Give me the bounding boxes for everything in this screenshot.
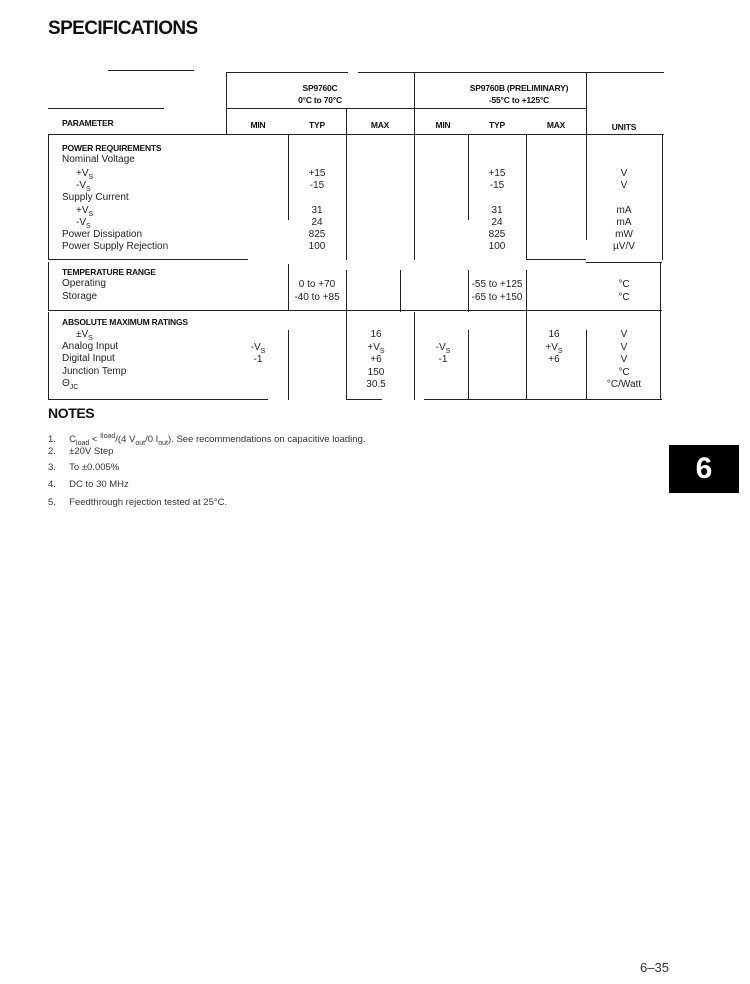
row-label: Digital Input xyxy=(62,353,115,364)
cell-units: mA xyxy=(616,205,632,216)
row-label: Supply Current xyxy=(62,192,129,203)
header-b-max: MAX xyxy=(546,120,566,130)
row-label: Nominal Voltage xyxy=(62,154,135,165)
section-title-temperature: TEMPERATURE RANGE xyxy=(62,267,156,277)
cell-b-max: 16 xyxy=(548,329,560,340)
page-number: 6–35 xyxy=(640,960,669,975)
row-label: $+V_S$ xyxy=(76,205,94,218)
note-item: 5. Feedthrough rejection tested at 25°C. xyxy=(48,497,228,508)
cell-units: °C xyxy=(618,367,630,378)
cell-c-min: -1 xyxy=(253,354,263,365)
cell-c-max: 30.5 xyxy=(366,379,386,390)
cell-b-max: $+V_S$ xyxy=(545,342,563,355)
cell-c-typ: -15 xyxy=(309,180,325,191)
header-b-typ: TYP xyxy=(489,120,505,130)
cell-units: V xyxy=(620,180,628,191)
cell-c-typ: 100 xyxy=(308,241,326,252)
cell-b-min: $-V_S$ xyxy=(435,342,451,355)
cell-units: V xyxy=(620,354,628,365)
group-sp9760b-range: -55°C to +125°C xyxy=(488,95,550,105)
row-label: Analog Input xyxy=(62,341,119,352)
cell-c-typ: 825 xyxy=(308,229,326,240)
note-item: 2. ±20V Step xyxy=(48,446,114,457)
cell-b-typ: -65 to +150 xyxy=(471,292,523,303)
cell-units: µV/V xyxy=(613,241,635,252)
header-c-typ: TYP xyxy=(309,120,325,130)
cell-c-min: $-V_S$ xyxy=(250,342,266,355)
group-sp9760c-range: 0°C to 70°C xyxy=(298,95,342,105)
row-label: $-V_S$ xyxy=(76,180,91,193)
row-label: Power Dissipation xyxy=(62,229,143,240)
cell-units: °C xyxy=(618,279,630,290)
cell-c-max: 150 xyxy=(367,367,385,378)
row-label: Junction Temp xyxy=(62,366,127,377)
cell-units: °C xyxy=(618,292,630,303)
cell-c-typ: +15 xyxy=(308,168,326,179)
group-sp9760c-name: SP9760C xyxy=(302,83,338,93)
cell-b-min: -1 xyxy=(438,354,448,365)
cell-units: V xyxy=(620,342,628,353)
cell-b-typ: -15 xyxy=(489,180,505,191)
note-item: 4. DC to 30 MHz xyxy=(48,479,129,490)
cell-units: °C/Watt xyxy=(606,379,642,390)
cell-c-max: 16 xyxy=(370,329,382,340)
cell-b-typ: +15 xyxy=(488,168,506,179)
note-item: 3. To ±0.005% xyxy=(48,462,120,473)
row-label: $-V_S$ xyxy=(76,217,91,230)
cell-b-typ: 100 xyxy=(488,241,506,252)
cell-c-typ: 31 xyxy=(311,205,323,216)
row-label: $\pm V_S$ xyxy=(76,329,93,342)
row-label: Operating xyxy=(62,278,106,289)
header-c-min: MIN xyxy=(250,120,266,130)
header-units: UNITS xyxy=(611,122,637,132)
cell-units: V xyxy=(620,168,628,179)
cell-c-typ: 0 to +70 xyxy=(298,279,336,290)
cell-units: V xyxy=(620,329,628,340)
header-parameter: PARAMETER xyxy=(62,118,114,128)
section-tab: 6 xyxy=(669,445,739,493)
page-title: SPECIFICATIONS xyxy=(48,18,198,39)
row-label: Storage xyxy=(62,291,98,302)
group-sp9760b-name: SP9760B (PRELIMINARY) xyxy=(469,83,569,93)
cell-units: mA xyxy=(616,217,632,228)
cell-b-max: +6 xyxy=(548,354,560,365)
header-b-min: MIN xyxy=(435,120,451,130)
cell-b-typ: 825 xyxy=(488,229,506,240)
section-title-abs-max: ABSOLUTE MAXIMUM RATINGS xyxy=(62,317,188,327)
row-label: Power Supply Rejection xyxy=(62,241,169,252)
cell-c-typ: 24 xyxy=(311,217,323,228)
note-item: 1. $C_{load} < ^{Iload}/(4$ $V_{out}/0$ $I_{out}$). See recommendations on capacitive loading. xyxy=(48,433,366,448)
cell-c-typ: -40 to +85 xyxy=(294,292,340,303)
cell-b-typ: 24 xyxy=(491,217,503,228)
row-label: $+V_S$ xyxy=(76,168,94,181)
section-title-power: POWER REQUIREMENTS xyxy=(62,143,162,153)
header-c-max: MAX xyxy=(370,120,390,130)
notes-title: NOTES xyxy=(48,405,95,421)
cell-units: mW xyxy=(615,229,633,240)
cell-c-max: $+V_S$ xyxy=(367,342,385,355)
cell-c-max: +6 xyxy=(370,354,382,365)
cell-b-typ: -55 to +125 xyxy=(471,279,523,290)
cell-b-typ: 31 xyxy=(491,205,503,216)
row-label: $\Theta_{JC}$ xyxy=(62,378,79,391)
